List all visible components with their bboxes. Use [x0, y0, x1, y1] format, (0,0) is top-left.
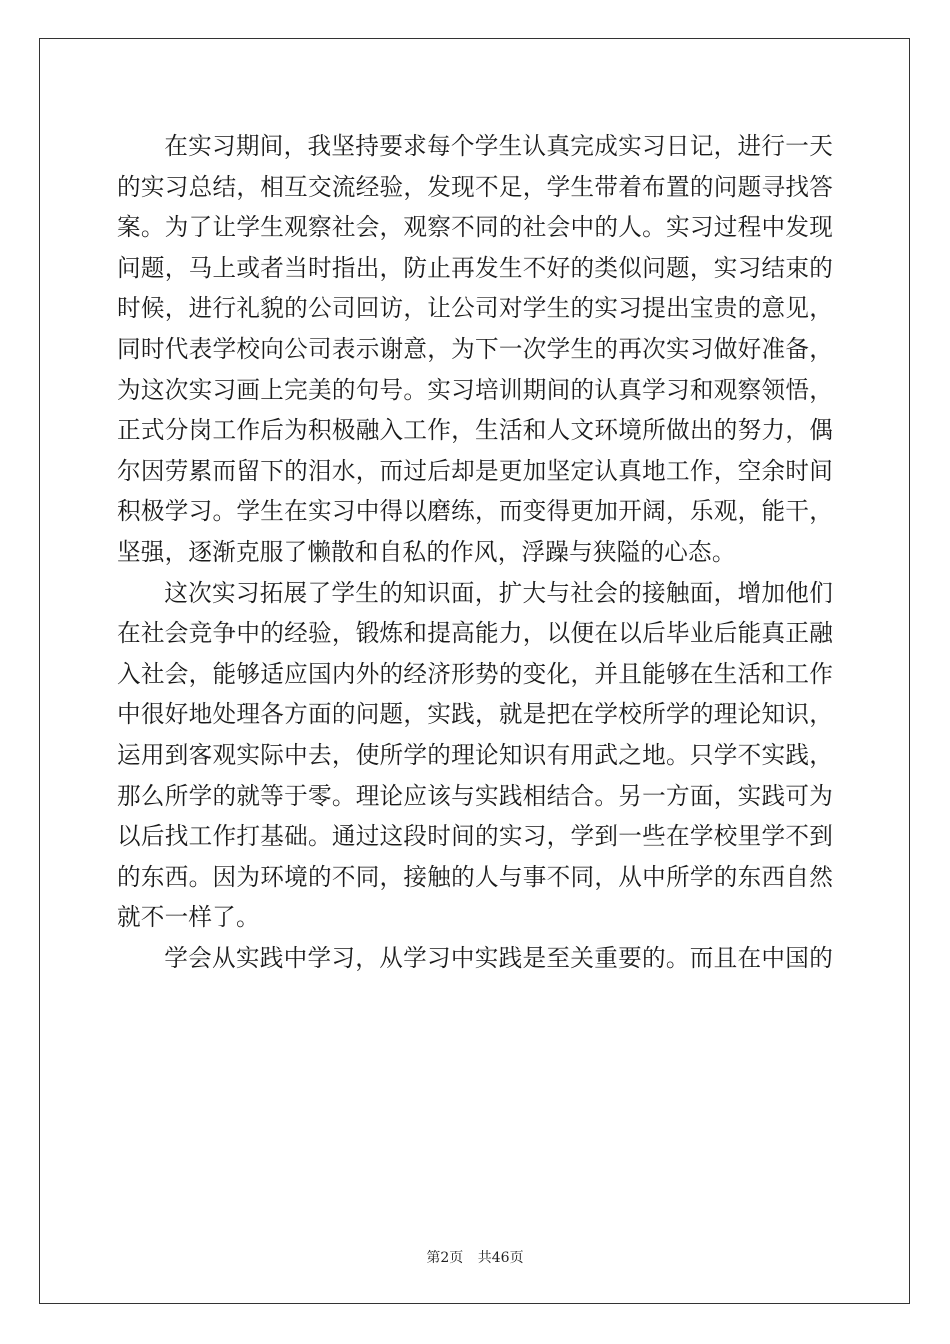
- page-number-current: 第2页: [426, 1250, 464, 1266]
- paragraph-2: 这次实习拓展了学生的知识面，扩大与社会的接触面，增加他们在社会竞争中的经验，锻炼和提高能力，以便在以后毕业后能真正融入社会，能够适应国内外的经济形势的变化，并且能够在生活和工作中很好地处理各方面的问题，实践，就是把在学校所学的理论知识，运用到客观实际中去，使所学的理论知识有用武之地。只学不实践，那么所学的就等于零。理论应该与实践相结合。另一方面，实践可为以后找工作打基础。通过这段时间的实习，学到一些在学校里学不到的东西。因为环境的不同，接触的人与事不同，从中所学的东西自然就不一样了。: [117, 578, 833, 932]
- page-number-total: 共46页: [477, 1250, 524, 1266]
- paragraph-3: 学会从实践中学习，从学习中实践是至关重要的。而且在中国的: [164, 943, 833, 972]
- page-footer: [0, 1247, 950, 1267]
- document-body: [117, 126, 833, 978]
- paragraph-1: 在实习期间，我坚持要求每个学生认真完成实习日记，进行一天的实习总结，相互交流经验，发现不足，学生带着布置的问题寻找答案。为了让学生观察社会，观察不同的社会中的人。实习过程中发现问题，马上或者当时指出，防止再发生不好的类似问题，实习结束的时候，进行礼貌的公司回访，让公司对学生的实习提出宝贵的意见，同时代表学校向公司表示谢意，为下一次学生的再次实习做好准备，为这次实习画上完美的句号。实习培训期间的认真学习和观察领悟，正式分岗工作后为积极融入工作，生活和人文环境所做出的努力，偶尔因劳累而留下的泪水，而过后却是更加坚定认真地工作，空余时间积极学习。学生在实习中得以磨练，而变得更加开阔，乐观，能干，坚强，逐渐克服了懒散和自私的作风，浮躁与狭隘的心态。: [117, 132, 833, 566]
